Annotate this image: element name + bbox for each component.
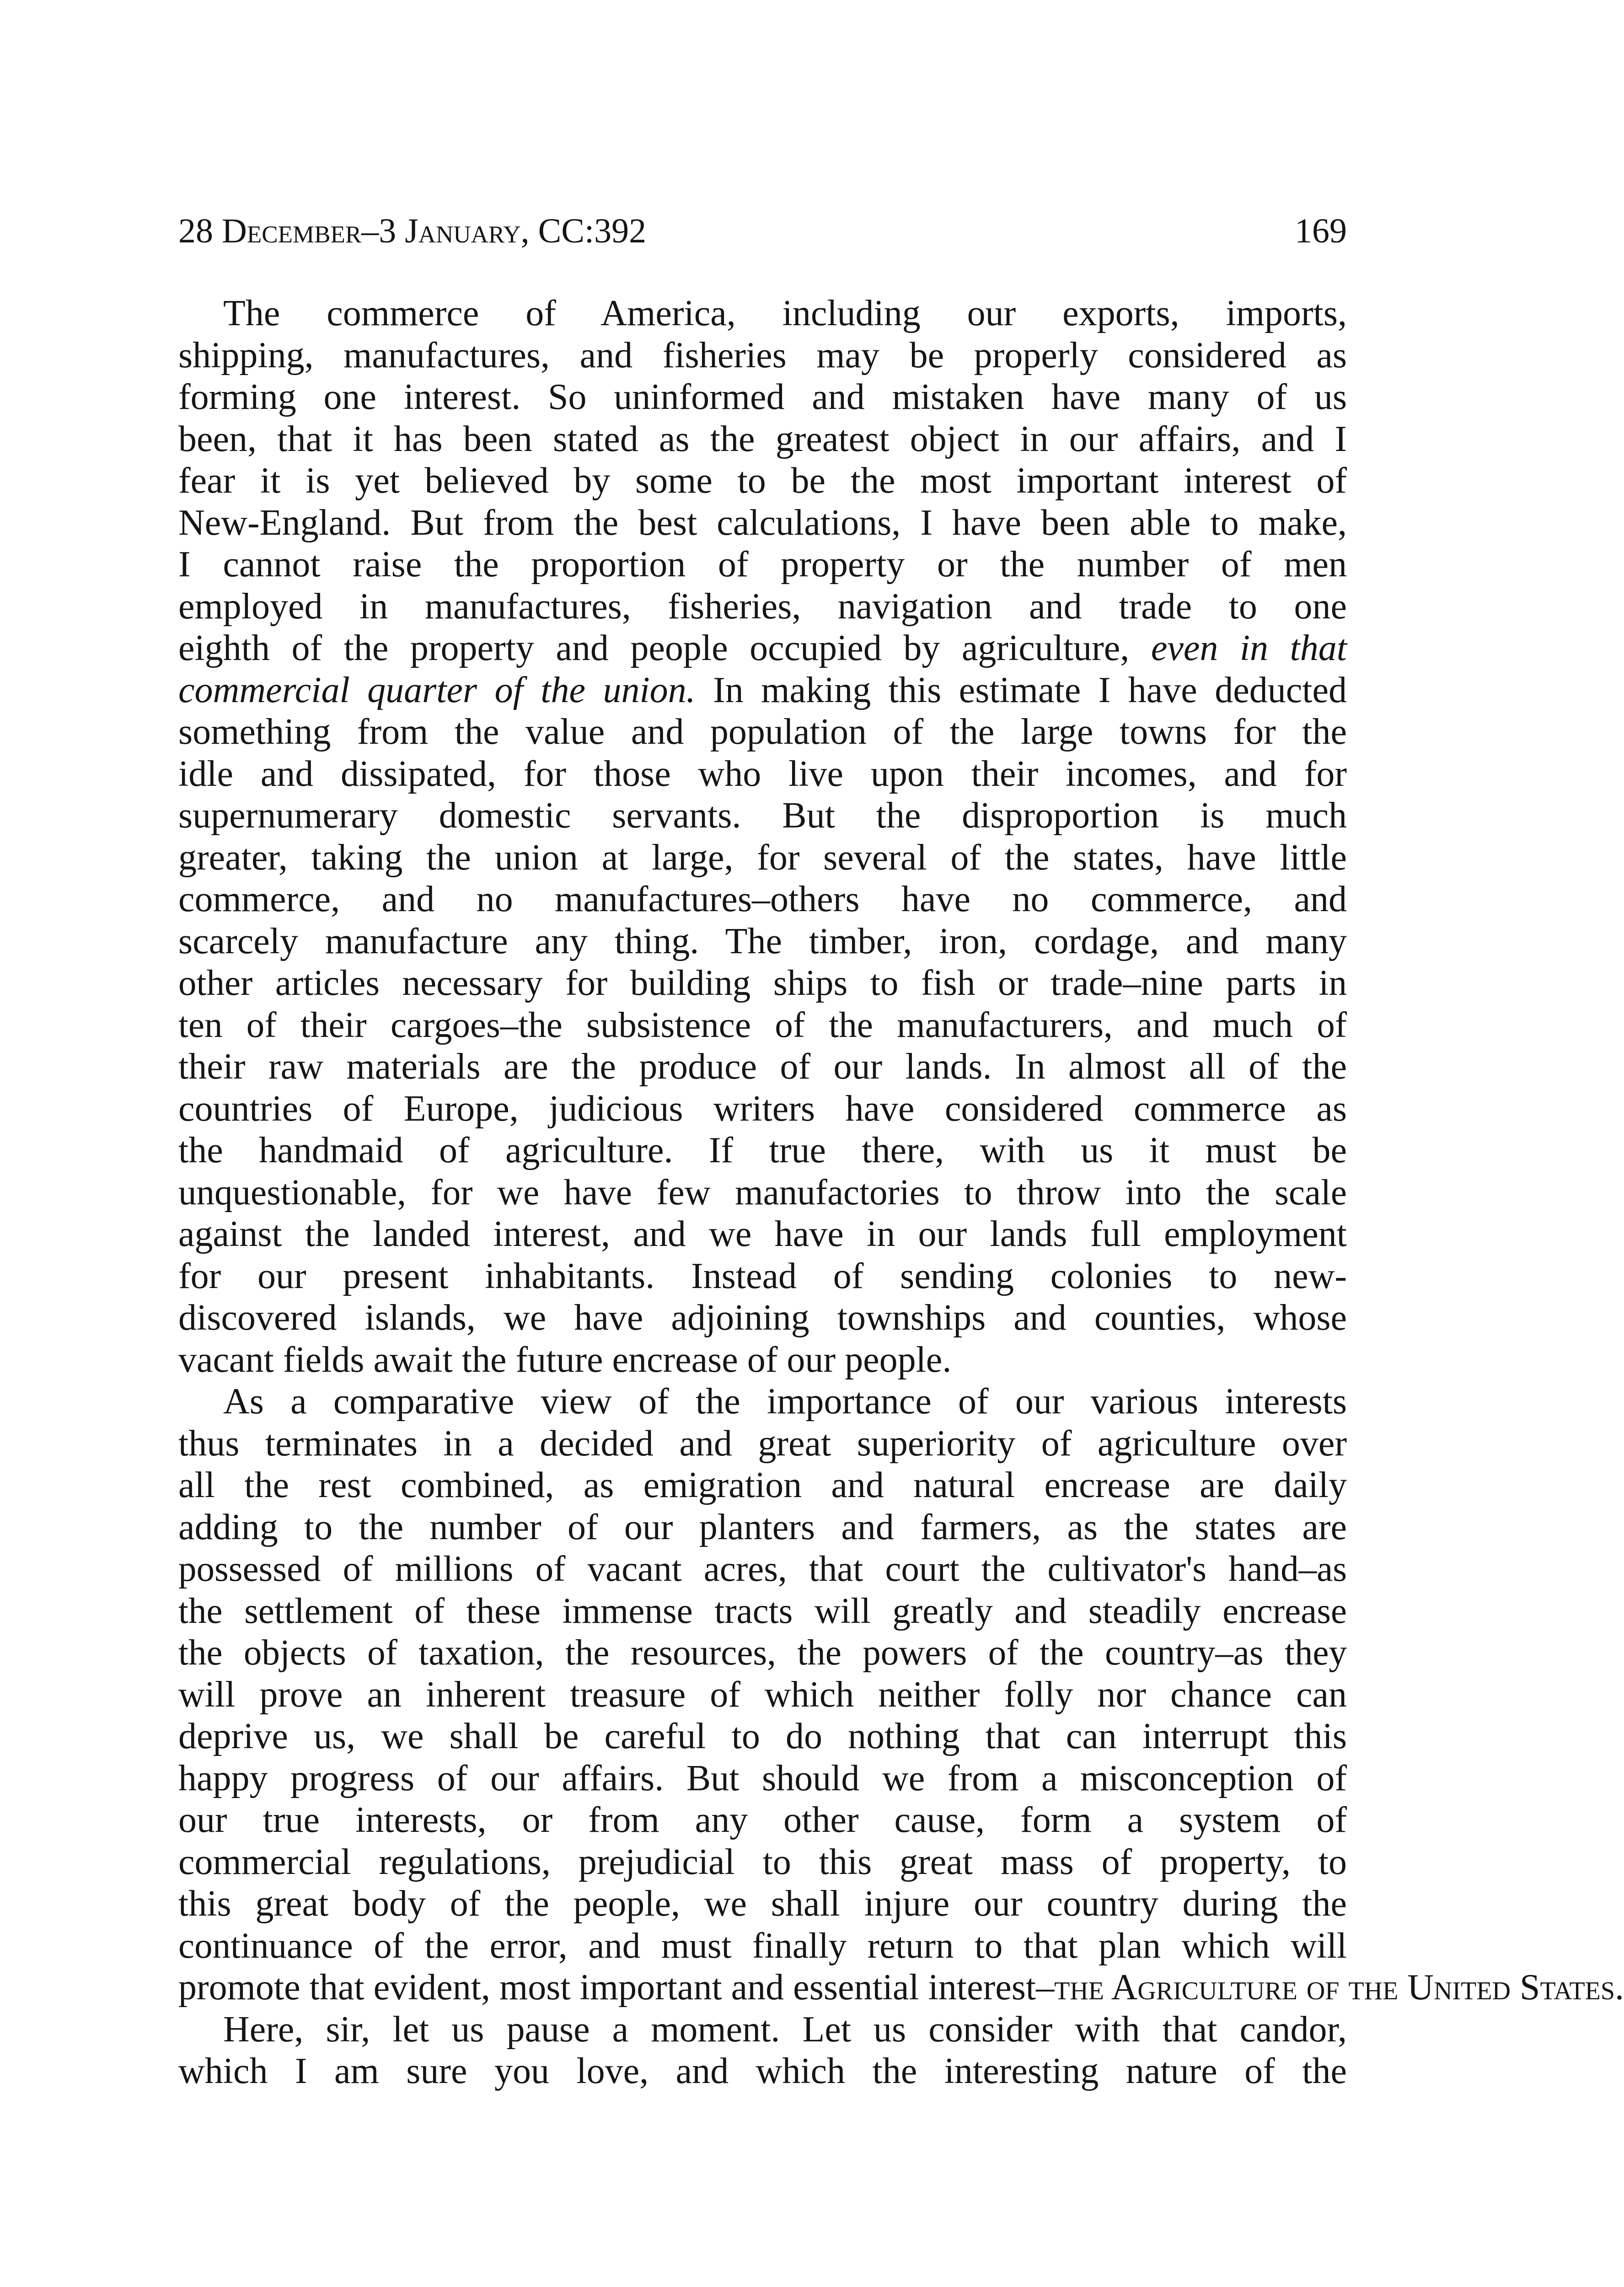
text-line: forming one interest. So uninformed and mistaken have many of us [178,377,1347,417]
text-line: vacant fields await the future encrease of our people. [178,1339,952,1380]
text-line: something from the value and population of the large towns for the [178,712,1347,752]
running-head-month-2: January [405,212,521,250]
italic-text: commercial quarter of the union. [178,670,696,710]
text-line: Here, sir, let us pause a moment. Let us consider with that candor, [223,2009,1347,2050]
text-line: continuance of the error, and must finally return to that plan which will [178,1926,1347,1966]
text-line [178,670,1347,712]
text-line: adding to the number of our planters and farmers, as the states are [178,1507,1347,1547]
text-segment: eighth of the property and people occupied by agriculture, [178,628,1130,668]
text-line: our true interests, or from any other cause, form a system of [178,1800,1347,1840]
text-line: New-England. But from the best calculations, I have been able to make, [178,502,1347,543]
text-line: will prove an inherent treasure of which neither folly nor chance can [178,1674,1347,1715]
text-line: I cannot raise the proportion of property or the number of men [178,544,1347,585]
text-line: against the landed interest, and we have in our lands full employment [178,1214,1347,1254]
text-line [178,1967,1624,2009]
paragraph-1 [178,293,1347,1381]
text-line: commercial regulations, prejudicial to this great mass of property, to [178,1841,1347,1882]
text-line: employed in manufactures, fisheries, navigation and trade to one [178,586,1347,627]
text-line: unquestionable, for we have few manufactories to throw into the scale [178,1172,1347,1213]
text-line: happy progress of our affairs. But should we from a misconception of [178,1758,1347,1798]
running-head-date: 28 [178,212,222,250]
text-segment: promote that evident, most important and essential interest– [178,1967,1055,2008]
text-line: supernumerary domestic servants. But the disproportion is much [178,795,1347,836]
text-line: idle and dissipated, for those who live upon their incomes, and for [178,753,1347,794]
text-line: which I am sure you love, and which the interesting nature of the [178,2051,1347,2091]
text-line: fear it is yet believed by some to be the most important interest of [178,461,1347,501]
text-line: commerce, and no manufactures–others have no commerce, and [178,879,1347,919]
text-line: As a comparative view of the importance of our various interests [223,1381,1347,1422]
page-number: 169 [1295,212,1347,250]
text-segment: In making this estimate I have deducted [695,670,1347,710]
text-line: their raw materials are the produce of our lands. In almost all of the [178,1047,1347,1087]
text-line: greater, taking the union at large, for several of the states, have little [178,837,1347,878]
running-head-reference: , CC:392 [520,212,647,250]
text-line: other articles necessary for building ships to fish or trade–nine parts in [178,963,1347,1003]
text-line: all the rest combined, as emigration and natural encrease are daily [178,1465,1347,1505]
text-line: possessed of millions of vacant acres, that court the cultivator's hand–as [178,1549,1347,1589]
running-head [178,206,1347,256]
text-line: the handmaid of agriculture. If true there, with us it must be [178,1130,1347,1170]
text-line: ten of their cargoes–the subsistence of the manufacturers, and much of [178,1005,1347,1045]
body-text [178,293,1624,2093]
text-line: scarcely manufacture any thing. The timber, iron, cordage, and many [178,921,1347,961]
text-line [178,628,1347,670]
small-caps-text: the Agriculture of the United States. [1054,1967,1624,2008]
running-head-dash: –3 [361,212,405,250]
paragraph-3 [178,2009,1347,2093]
text-line: countries of Europe, judicious writers have considered commerce as [178,1088,1347,1129]
paragraph-2 [178,1381,1624,2009]
text-line: been, that it has been stated as the greatest object in our affairs, and I [178,419,1347,459]
text-line: the objects of taxation, the resources, the powers of the country–as they [178,1633,1347,1673]
text-line: shipping, manufactures, and fisheries may be properly considered as [178,335,1347,376]
italic-text: even in that [1151,628,1347,668]
text-line: discovered islands, we have adjoining townships and counties, whose [178,1298,1347,1338]
text-line: thus terminates in a decided and great superiority of agriculture over [178,1423,1347,1464]
text-line: the settlement of these immense tracts will greatly and steadily encrease [178,1591,1347,1631]
running-head-title [178,206,646,256]
text-line: deprive us, we shall be careful to do nothing that can interrupt this [178,1716,1347,1756]
running-head-month-1: December [222,212,362,250]
text-line: this great body of the people, we shall injure our country during the [178,1884,1347,1924]
text-line: for our present inhabitants. Instead of sending colonies to new- [178,1256,1347,1296]
text-line: The commerce of America, including our exports, imports, [223,293,1347,333]
